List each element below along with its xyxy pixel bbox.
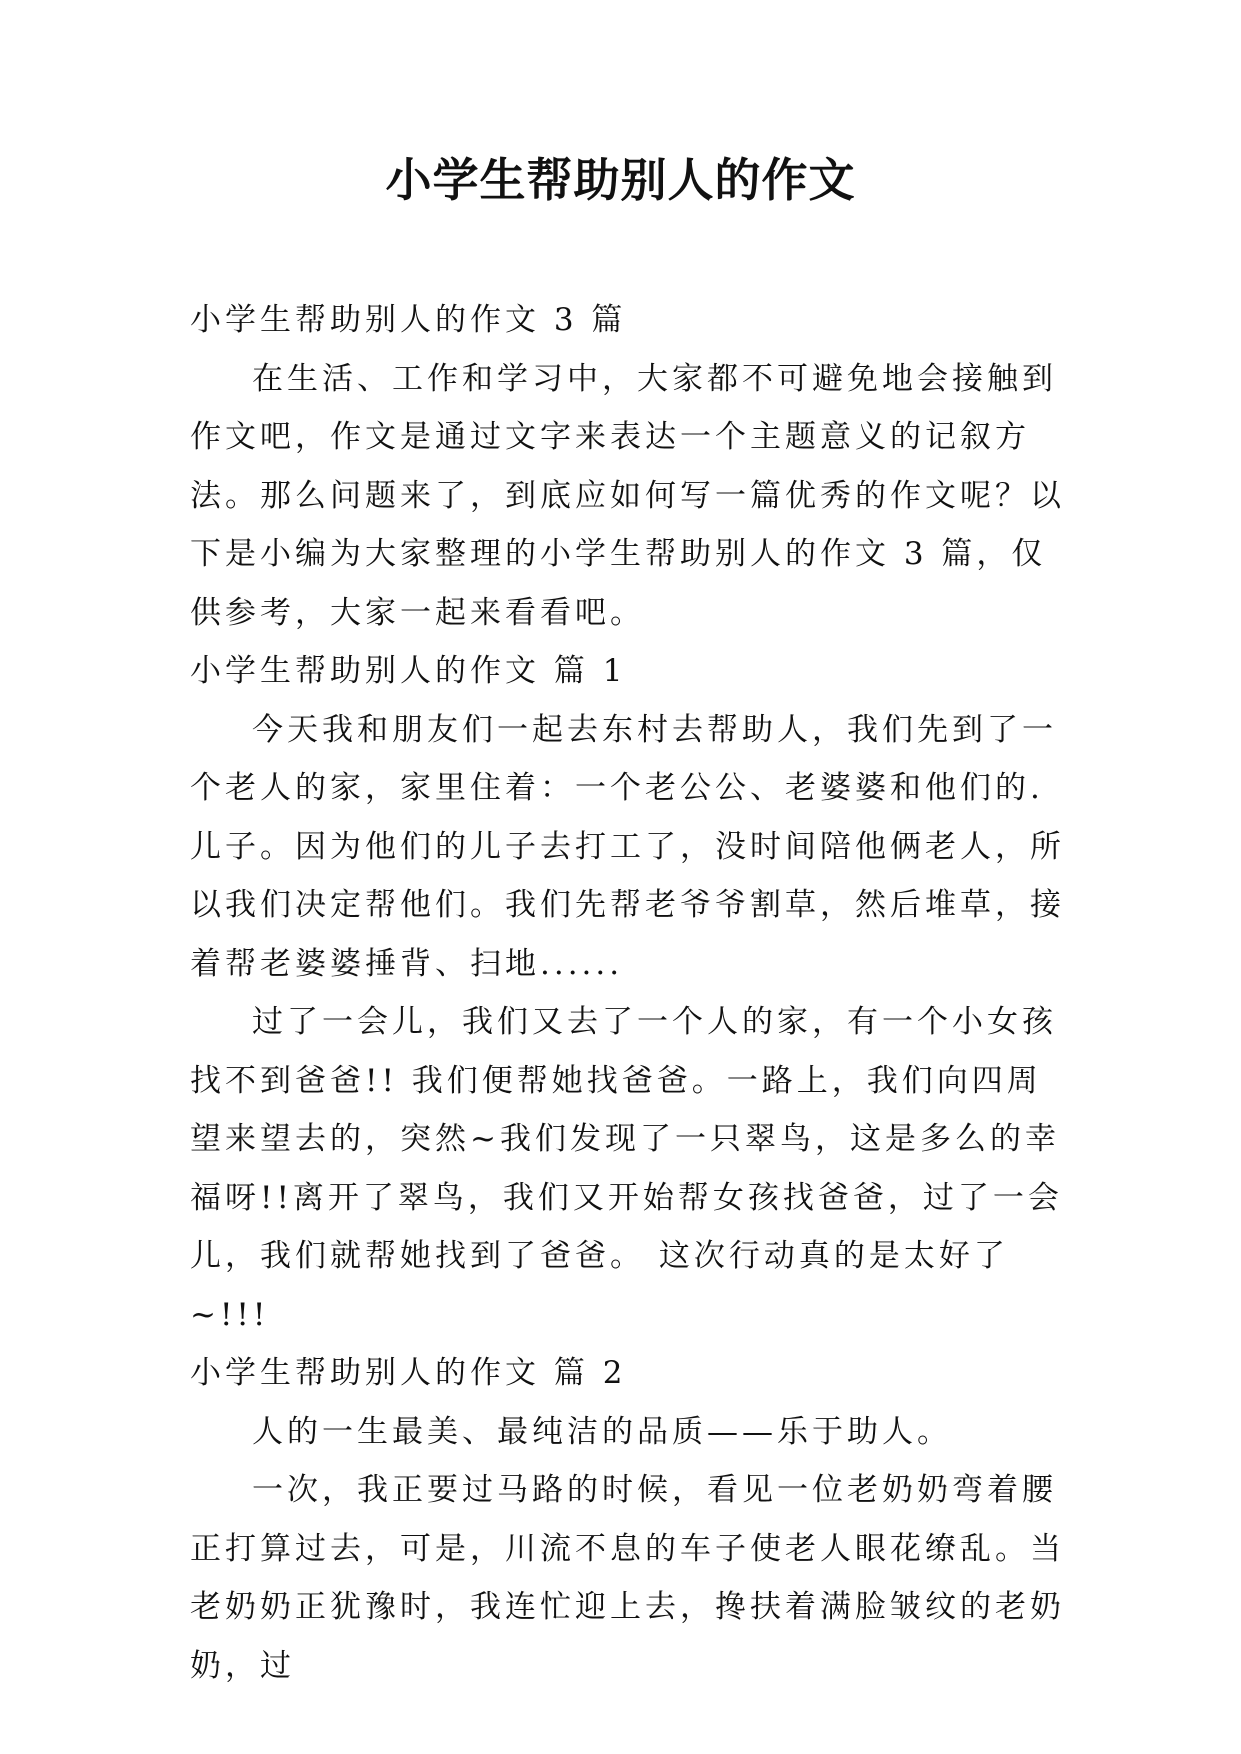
section-1-paragraph: 过了一会儿，我们又去了一个人的家，有一个小女孩找不到爸爸!! 我们便帮她找爸爸。一路上，我们向四周望来望去的，突然~我们发现了一只翠鸟，这是多么的幸福呀!!离开了翠鸟，我们又开始帮女孩找爸爸，过了一会儿，我们就帮她找到了爸爸。 这次行动真的是太好了~!!! [190,1004,1063,1333]
section-2-heading: 小学生帮助别人的作文 篇 2 [190,1355,627,1391]
section-1-heading: 小学生帮助别人的作文 篇 1 [190,653,627,689]
section-2-paragraph: 一次，我正要过马路的时候，看见一位老奶奶弯着腰正打算过去，可是，川流不息的车子使老人眼花缭乱。当老奶奶正犹豫时，我连忙迎上去，搀扶着满脸皱纹的老奶奶，过 [190,1472,1065,1684]
section-2-paragraph: 人的一生最美、最纯洁的品质——乐于助人。 [252,1413,952,1450]
intro-heading: 小学生帮助别人的作文 3 篇 [190,302,627,338]
section-1-paragraph: 今天我和朋友们一起去东村去帮助人，我们先到了一个老人的家，家里住着：一个老公公、老婆婆和他们的.儿子。因为他们的儿子去打工了，没时间陪他俩老人，所以我们决定帮他们。我们先帮老爷爷割草，然后堆草，接着帮老婆婆捶背、扫地...... [190,711,1065,982]
intro-paragraph: 在生活、工作和学习中，大家都不可避免地会接触到作文吧，作文是通过文字来表达一个主题意义的记叙方法。那么问题来了，到底应如何写一篇优秀的作文呢？以下是小编为大家整理的小学生帮助别人的作文 3 篇，仅供参考，大家一起来看看吧。 [190,360,1065,631]
document-body [190,291,1068,1695]
document-title: 小学生帮助别人的作文 [385,153,856,207]
